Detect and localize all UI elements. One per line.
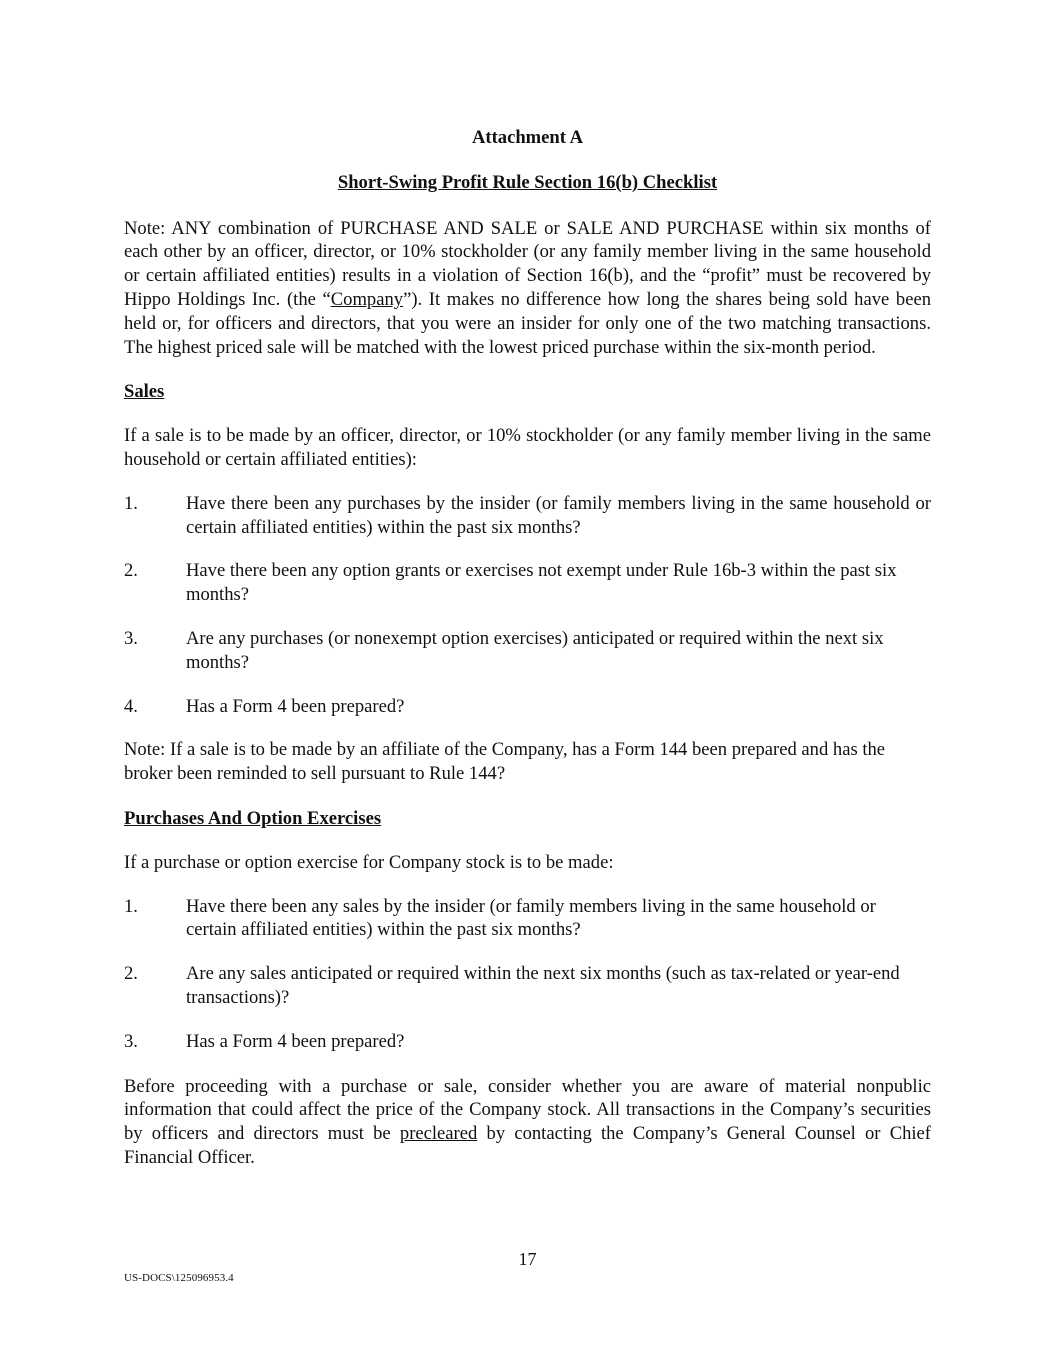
list-item (124, 695, 931, 719)
list-item (124, 1030, 931, 1054)
item-number: 2. (124, 560, 138, 582)
item-text: Have there been any purchases by the insider (or family members living in the same household or certain affiliated entities) within the past six months? (186, 492, 931, 538)
item-text: Have there been any sales by the insider (or family members living in the same household or certain affiliated entities) within the past six months? (186, 895, 876, 941)
item-text: Are any purchases (or nonexempt option exercises) anticipated or required within the next six months? (186, 627, 884, 673)
page-number: 17 (518, 1249, 537, 1269)
defined-term-company: Company (330, 288, 404, 310)
sales-checklist (124, 492, 931, 719)
document-id: US-DOCS\125096953.4 (124, 1272, 234, 1284)
item-number: 4. (124, 695, 138, 717)
document-page (124, 126, 931, 1170)
item-text: Has a Form 4 been prepared? (186, 1030, 405, 1052)
checklist-title: Short-Swing Profit Rule Section 16(b) Checklist (337, 171, 718, 193)
list-item (124, 895, 931, 943)
item-number: 1. (124, 895, 138, 917)
item-number: 1. (124, 492, 138, 514)
item-number: 2. (124, 963, 138, 985)
purchases-heading: Purchases And Option Exercises (124, 807, 382, 829)
intro-note (124, 217, 931, 360)
precleared-term: precleared (399, 1123, 478, 1145)
closing-text-2: by contacting the Company’s General Counsel or Chief Financial Officer. (124, 1123, 932, 1168)
item-text: Have there been any option grants or exercises not exempt under Rule 16b-3 within the past six months? (186, 560, 897, 606)
sales-note: Note: If a sale is to be made by an affiliate of the Company, has a Form 144 been prepared and has the broker been reminded to sell pursuant to Rule 144? (124, 739, 886, 785)
list-item (124, 492, 931, 540)
closing-text-1: Before proceeding with a purchase or sale, consider whether you are aware of material nonpublic information that could affect the price of the Company stock. All transactions in the Company’s securities by officers and directors must be (124, 1075, 931, 1145)
list-item (124, 627, 931, 675)
sales-heading: Sales (124, 381, 165, 403)
item-number: 3. (124, 627, 138, 649)
purchases-checklist (124, 895, 931, 1054)
item-text: Has a Form 4 been prepared? (186, 695, 405, 717)
closing-paragraph (124, 1075, 931, 1170)
list-item (124, 962, 931, 1010)
purchases-intro: If a purchase or option exercise for Company stock is to be made: (124, 851, 614, 873)
list-item (124, 559, 931, 607)
intro-note-text-1: Note: ANY combination of PURCHASE AND SALE or SALE AND PURCHASE within six months of each other by an officer, director, or 10% stockholder (or any family member living in the same household or certain affiliated entities) results in a violation of Section 16(b), and the “profit” must be recovered by Hippo Holdings Inc. (the “ (124, 217, 931, 310)
sales-intro: If a sale is to be made by an officer, director, or 10% stockholder (or any family member living in the same household or certain affiliated entities): (124, 425, 931, 470)
intro-note-text-2: ”). It makes no difference how long the shares being sold have been held or, for officers and directors, that you were an insider for only one of the two matching transactions. The highest priced sale will be matched with the lowest priced purchase within the six-month period. (124, 288, 932, 358)
item-text: Are any sales anticipated or required within the next six months (such as tax-related or year-end transactions)? (186, 963, 900, 1008)
attachment-title: Attachment A (471, 127, 584, 148)
item-number: 3. (124, 1030, 138, 1052)
